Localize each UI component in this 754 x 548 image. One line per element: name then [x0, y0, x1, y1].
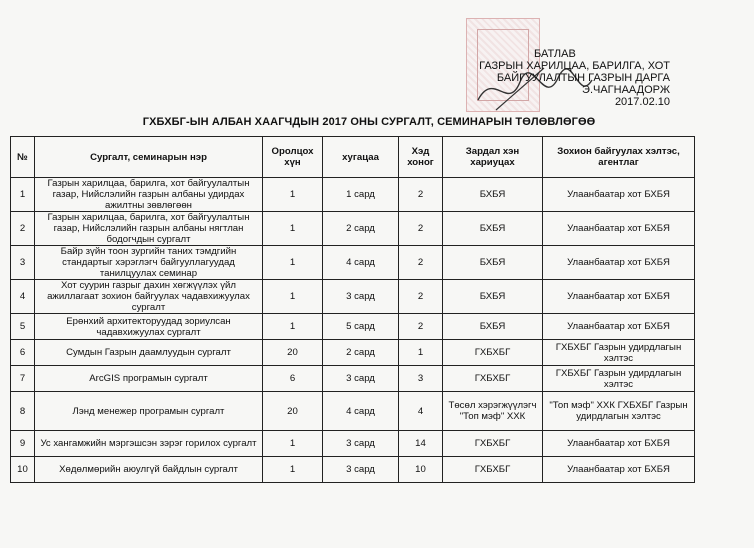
cell-cost: Төсөл хэрэгжүүлэгч "Топ мэф" ХХК [443, 392, 543, 431]
cell-cost: БХБЯ [443, 178, 543, 212]
cell-org: Улаанбаатар хот БХБЯ [543, 212, 695, 246]
table-row [11, 280, 695, 314]
approval-signer: Э.ЧАГНААДОРЖ [582, 84, 670, 96]
cell-name: Газрын харилцаа, барилга, хот байгуулалтын газар, Нийслэлийн газрын албаны нягтлан бодогчдын сургалт [35, 212, 263, 246]
header-participants: Оролцох хүн [263, 137, 323, 178]
table-row [11, 366, 695, 392]
cell-days: 14 [399, 431, 443, 457]
cell-org: ГХБХБГ Газрын удирдлагын хэлтэс [543, 366, 695, 392]
cell-period: 4 сард [323, 392, 399, 431]
cell-name: Ерөнхий архитекторуудад зориулсан чадавхижуулах сургалт [35, 314, 263, 340]
table-row [11, 340, 695, 366]
cell-period: 2 сард [323, 212, 399, 246]
cell-name: Хот суурин газрыг дахин хөгжүүлэх үйл ажиллагаат зохион байгуулах чадавхижуулах сургалт [35, 280, 263, 314]
cell-no: 5 [11, 314, 35, 340]
cell-days: 2 [399, 212, 443, 246]
cell-period: 5 сард [323, 314, 399, 340]
table-row [11, 431, 695, 457]
cell-name: Хөдөлмөрийн аюулгүй байдлын сургалт [35, 457, 263, 483]
cell-no: 1 [11, 178, 35, 212]
cell-cost: ГХБХБГ [443, 431, 543, 457]
cell-days: 2 [399, 314, 443, 340]
cell-days: 2 [399, 246, 443, 280]
header-cost: Зардал хэн хариуцах [443, 137, 543, 178]
cell-participants: 20 [263, 392, 323, 431]
cell-name: Сумдын Газрын даамлуудын сургалт [35, 340, 263, 366]
cell-period: 4 сард [323, 246, 399, 280]
cell-org: Улаанбаатар хот БХБЯ [543, 280, 695, 314]
table-header-row [11, 137, 695, 178]
cell-no: 2 [11, 212, 35, 246]
table-row [11, 212, 695, 246]
training-plan-table [10, 136, 695, 483]
cell-org: Улаанбаатар хот БХБЯ [543, 246, 695, 280]
cell-no: 3 [11, 246, 35, 280]
cell-days: 4 [399, 392, 443, 431]
cell-participants: 1 [263, 431, 323, 457]
cell-participants: 1 [263, 212, 323, 246]
cell-no: 6 [11, 340, 35, 366]
cell-period: 2 сард [323, 340, 399, 366]
cell-days: 3 [399, 366, 443, 392]
cell-cost: ГХБХБГ [443, 340, 543, 366]
cell-org: Улаанбаатар хот БХБЯ [543, 178, 695, 212]
cell-period: 3 сард [323, 280, 399, 314]
cell-no: 10 [11, 457, 35, 483]
cell-name: ArcGIS програмын сургалт [35, 366, 263, 392]
cell-org: Улаанбаатар хот БХБЯ [543, 457, 695, 483]
cell-participants: 6 [263, 366, 323, 392]
cell-participants: 20 [263, 340, 323, 366]
approval-org-line2: БАЙГУУЛАЛТЫН ГАЗРЫН ДАРГА [496, 72, 670, 84]
cell-org: "Топ мэф" ХХК ГХБХБГ Газрын удирдлагын хэлтэс [543, 392, 695, 431]
approval-block [470, 48, 670, 108]
cell-org: Улаанбаатар хот БХБЯ [543, 314, 695, 340]
cell-name: Ус хангамжийн мэргэшсэн зэрэг горилох сургалт [35, 431, 263, 457]
cell-no: 7 [11, 366, 35, 392]
cell-period: 3 сард [323, 431, 399, 457]
approval-heading: БАТЛАВ [534, 48, 576, 60]
cell-cost: БХБЯ [443, 280, 543, 314]
document-title: ГХБХБГ-ЫН АЛБАН ХААГЧДЫН 2017 ОНЫ СУРГАЛТ, СЕМИНАРЫН ТӨЛӨВЛӨГӨӨ [142, 116, 596, 128]
cell-participants: 1 [263, 457, 323, 483]
cell-no: 9 [11, 431, 35, 457]
cell-period: 3 сард [323, 366, 399, 392]
cell-participants: 1 [263, 314, 323, 340]
cell-participants: 1 [263, 246, 323, 280]
cell-period: 1 сард [323, 178, 399, 212]
header-days: Хэд хоног [399, 137, 443, 178]
cell-name: Байр зүйн тоон зургийн таних тэмдгийн стандартыг хэрэглэгч байгууллагуудад танилцуулах семинар [35, 246, 263, 280]
cell-period: 3 сард [323, 457, 399, 483]
header-no: № [11, 137, 35, 178]
header-org: Зохион байгуулах хэлтэс, агентлаг [543, 137, 695, 178]
table-row [11, 314, 695, 340]
cell-cost: ГХБХБГ [443, 457, 543, 483]
cell-days: 10 [399, 457, 443, 483]
table-row [11, 178, 695, 212]
cell-cost: ГХБХБГ [443, 366, 543, 392]
cell-days: 1 [399, 340, 443, 366]
cell-cost: БХБЯ [443, 246, 543, 280]
cell-cost: БХБЯ [443, 314, 543, 340]
cell-days: 2 [399, 280, 443, 314]
cell-name: Лэнд менежер програмын сургалт [35, 392, 263, 431]
cell-no: 4 [11, 280, 35, 314]
table-row [11, 246, 695, 280]
cell-cost: БХБЯ [443, 212, 543, 246]
cell-participants: 1 [263, 280, 323, 314]
cell-name: Газрын харилцаа, барилга, хот байгуулалтын газар, Нийслэлийн газрын албаны удирдах ажилтны зөвлөгөөн [35, 178, 263, 212]
cell-no: 8 [11, 392, 35, 431]
cell-org: Улаанбаатар хот БХБЯ [543, 431, 695, 457]
table-row [11, 392, 695, 431]
cell-days: 2 [399, 178, 443, 212]
cell-org: ГХБХБГ Газрын удирдлагын хэлтэс [543, 340, 695, 366]
cell-participants: 1 [263, 178, 323, 212]
approval-org-line1: ГАЗРЫН ХАРИЛЦАА, БАРИЛГА, ХОТ [479, 60, 670, 72]
table-row [11, 457, 695, 483]
approval-date: 2017.02.10 [614, 96, 670, 108]
header-period: хугацаа [323, 137, 399, 178]
header-name: Сургалт, семинарын нэр [35, 137, 263, 178]
